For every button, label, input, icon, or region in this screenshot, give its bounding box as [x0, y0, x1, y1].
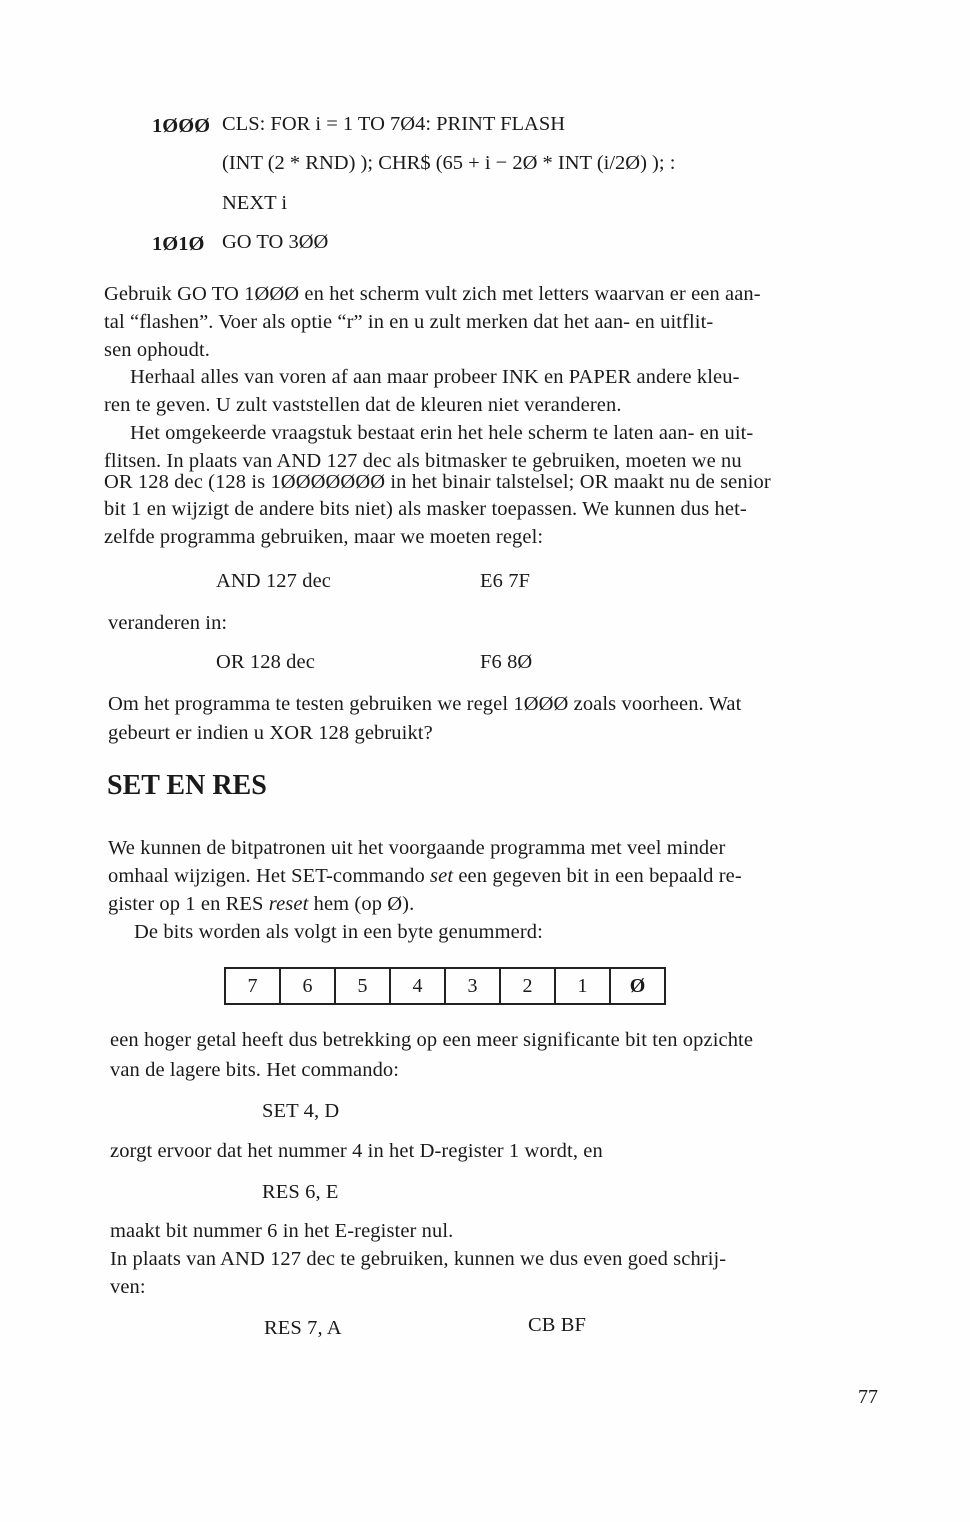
bit-cell-6: 6: [280, 968, 335, 1004]
para5-line2-em: set: [430, 865, 454, 887]
program-line-1010: GO TO 3ØØ: [222, 231, 329, 253]
para5-line3-em: reset: [268, 893, 309, 915]
para3-line4: bit 1 en wijzigt de andere bits niet) als masker toepassen. We kunnen dus het-: [104, 498, 747, 520]
bit-cell-1: 1: [555, 968, 610, 1004]
bit-number-table: [224, 967, 666, 1005]
bit-cell-0: Ø: [610, 968, 665, 1004]
para3-line3: OR 128 dec (128 is 1ØØØØØØØ in het binair talstelsel; OR maakt nu de senior: [104, 471, 771, 493]
para5-line3: [108, 889, 414, 919]
section-heading: SET EN RES: [107, 770, 267, 801]
line-number-1010: 1Ø1Ø: [152, 233, 205, 255]
instr1-mnemonic: AND 127 dec: [216, 570, 331, 592]
program-line-1000-cont2: NEXT i: [222, 192, 288, 214]
instr1-hex: E6 7F: [480, 570, 531, 592]
page-number: 77: [858, 1386, 878, 1408]
para5-line3-end: hem (op Ø).: [313, 893, 415, 915]
para8: zorgt ervoor dat het nummer 4 in het D-register 1 wordt, en: [110, 1140, 603, 1162]
para5-line1: We kunnen de bitpatronen uit het voorgaande programma met veel minder: [108, 837, 726, 859]
bit-cell-3: 3: [445, 968, 500, 1004]
para2-line2: ren te geven. U zult vaststellen dat de kleuren niet veranderen.: [104, 394, 622, 416]
bit-cell-2: 2: [500, 968, 555, 1004]
instr3-mnemonic: RES 7, A: [264, 1317, 342, 1339]
para4-line2: gebeurt er indien u XOR 128 gebruikt?: [108, 722, 433, 744]
para3-line1: Het omgekeerde vraagstuk bestaat erin het hele scherm te laten aan- en uit-: [130, 422, 754, 444]
para2-line1: Herhaal alles van voren af aan maar probeer INK en PAPER andere kleu-: [130, 366, 740, 388]
bit-cell-7: 7: [225, 968, 280, 1004]
para6: De bits worden als volgt in een byte genummerd:: [134, 921, 543, 943]
command-res: RES 6, E: [262, 1181, 339, 1203]
para10-line2: ven:: [110, 1276, 146, 1298]
para7-line2: van de lagere bits. Het commando:: [110, 1059, 400, 1081]
para10-line1: In plaats van AND 127 dec te gebruiken, kunnen we dus even goed schrij-: [110, 1248, 727, 1270]
bit-cell-4: 4: [390, 968, 445, 1004]
para4-line1: Om het programma te testen gebruiken we regel 1ØØØ zoals voorheen. Wat: [108, 693, 742, 715]
para5-line2: [108, 861, 742, 891]
bit-cell-5: 5: [335, 968, 390, 1004]
para1-line3: sen ophoudt.: [104, 339, 210, 361]
veranderen-in: veranderen in:: [108, 612, 228, 634]
para1-line2: tal “flashen”. Voer als optie “r” in en u zult merken dat het aan- en uitflit-: [104, 311, 714, 333]
para7-line1: een hoger getal heeft dus betrekking op een meer significante bit ten opzichte: [110, 1029, 754, 1051]
para9: maakt bit nummer 6 in het E-register nul.: [110, 1220, 454, 1242]
instr3-hex: CB BF: [528, 1314, 587, 1336]
command-set: SET 4, D: [262, 1100, 340, 1122]
para3-line5: zelfde programma gebruiken, maar we moeten regel:: [104, 526, 544, 548]
program-line-1000-cont1: (INT (2 * RND) ); CHR$ (65 + i − 2Ø * INT (i/2Ø) ); :: [222, 152, 676, 174]
para3-line2: flitsen. In plaats van AND 127 dec als bitmasker te gebruiken, moeten we nu: [104, 450, 742, 472]
program-line-1000: CLS: FOR i = 1 TO 7Ø4: PRINT FLASH: [222, 113, 566, 135]
para1-line1: Gebruik GO TO 1ØØØ en het scherm vult zich met letters waarvan er een aan-: [104, 283, 761, 305]
line-number-1000: 1ØØØ: [152, 115, 211, 137]
bit-number-row: [225, 968, 665, 1004]
para5-line3-text: gister op 1 en RES: [108, 893, 264, 915]
instr2-hex: F6 8Ø: [480, 651, 533, 673]
instr2-mnemonic: OR 128 dec: [216, 651, 315, 673]
para5-line2-text: omhaal wijzigen. Het SET-commando: [108, 865, 425, 887]
para5-line2-end: een gegeven bit in een bepaald re-: [458, 865, 742, 887]
